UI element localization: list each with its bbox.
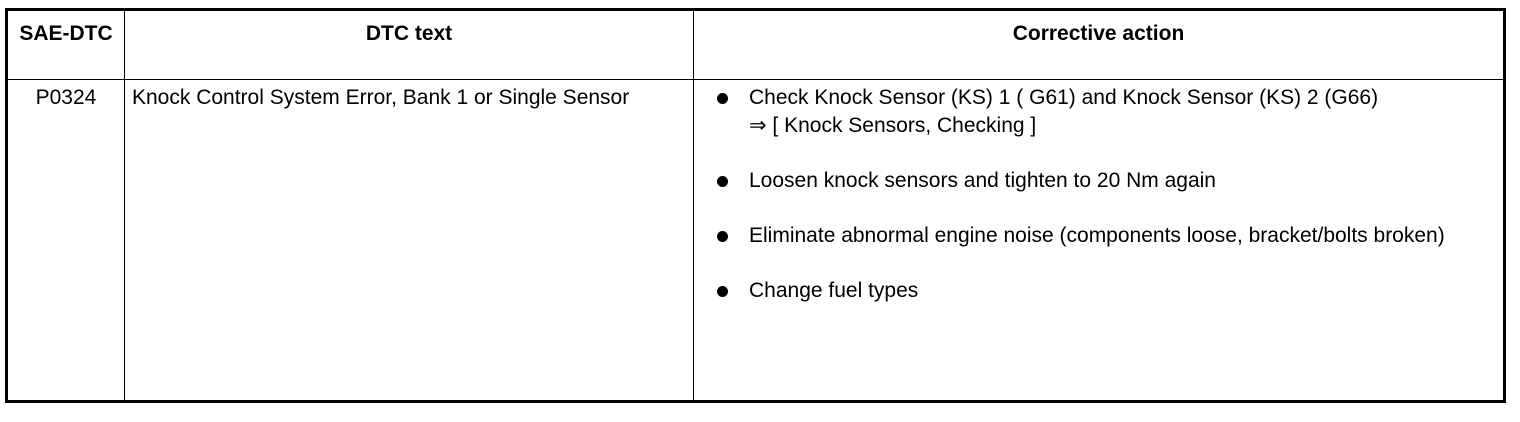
dtc-code-cell [7,80,125,402]
bullet-icon [717,176,728,187]
dtc-description: Knock Control System Error, Bank 1 or Single Sensor [132,86,630,109]
bullet-icon [717,231,728,242]
table-row [7,80,1505,402]
action-text: Eliminate abnormal engine noise (components loose, bracket/bolts broken) [749,224,1445,247]
action-text: Change fuel types [749,279,919,302]
header-sae-dtc-label: SAE-DTC [19,22,113,45]
action-text: Loosen knock sensors and tighten to 20 Nm again [749,169,1216,192]
corrective-action-cell [694,80,1505,402]
dtc-text-cell [125,80,694,402]
table-header-row [7,10,1505,80]
header-corrective-action-label: Corrective action [1012,22,1185,45]
list-item [717,167,1497,195]
dtc-table [5,8,1506,403]
list-item [717,84,1497,140]
header-dtc-text-label: DTC text [365,22,453,45]
bullet-icon [717,286,728,297]
header-dtc-text [125,10,694,80]
action-text: Check Knock Sensor (KS) 1 ( G61) and Knock Sensor (KS) 2 (G66) [749,86,1379,109]
header-sae-dtc [7,10,125,80]
list-item [717,277,1497,305]
dtc-code: P0324 [35,86,97,109]
corrective-action-list [717,84,1497,305]
bullet-icon [717,93,728,104]
list-item [717,222,1497,250]
header-corrective-action [694,10,1505,80]
knock-sensors-checking-link[interactable]: ⇒ [ Knock Sensors, Checking ] [749,114,1037,137]
